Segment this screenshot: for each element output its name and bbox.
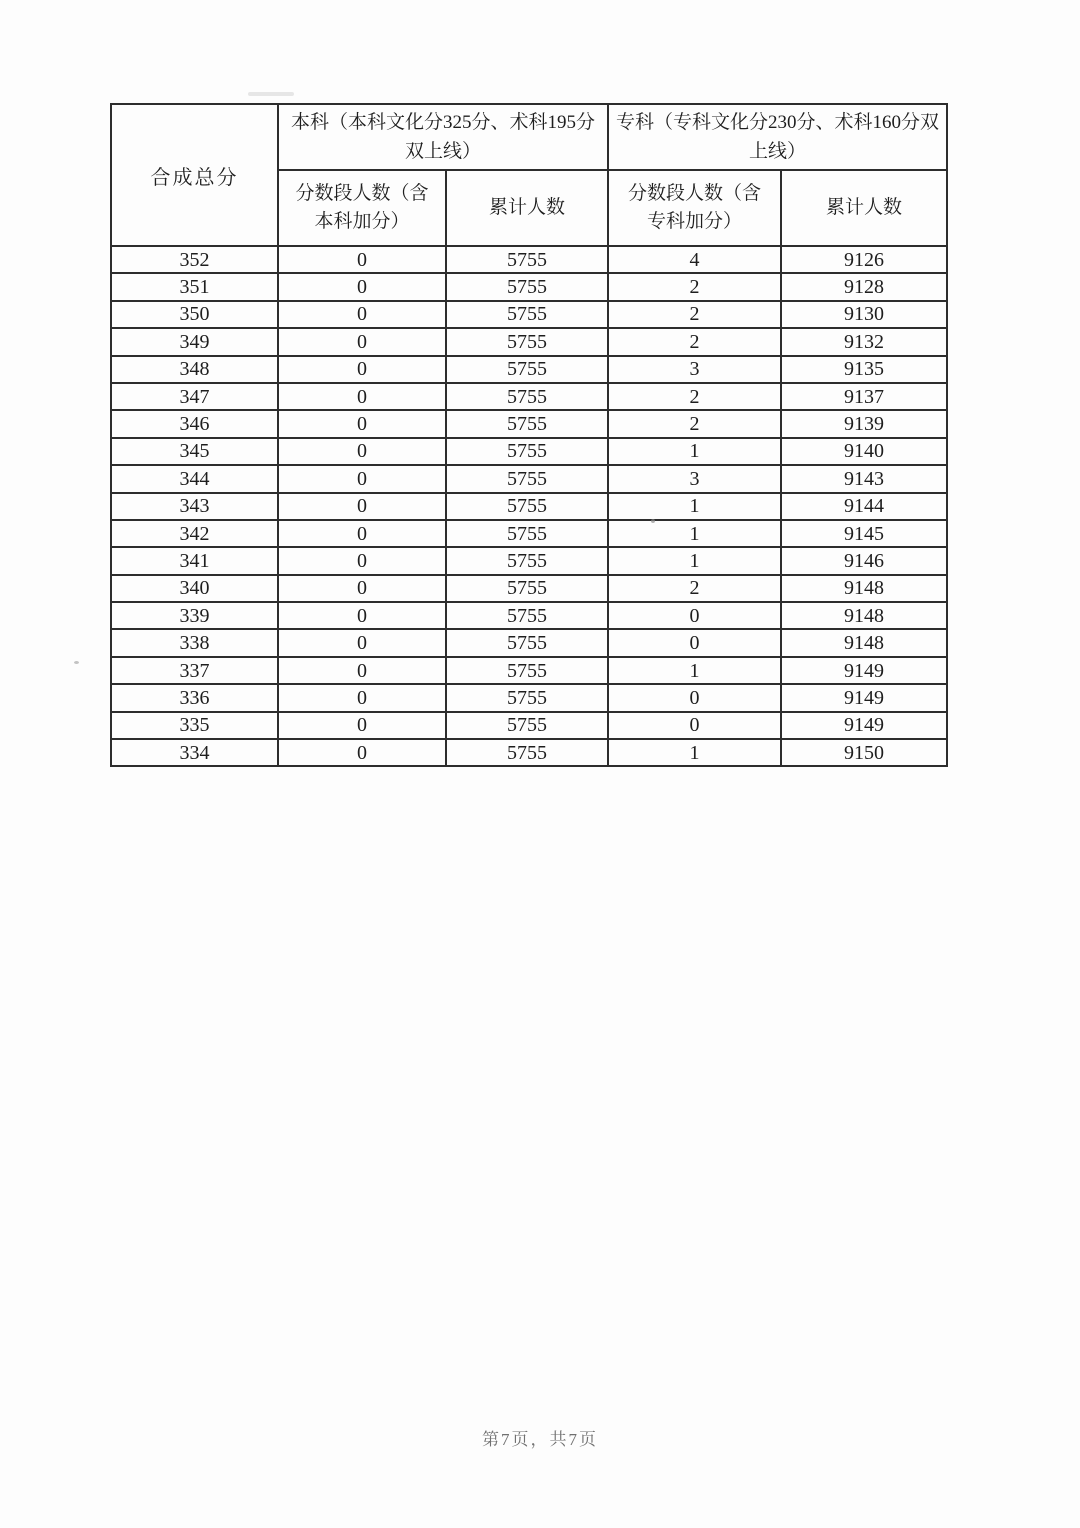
cell-benke-cumulative: 5755 — [446, 328, 608, 355]
cell-benke-segment: 0 — [278, 739, 446, 766]
cell-zhuanke-segment: 1 — [608, 739, 781, 766]
cell-benke-cumulative: 5755 — [446, 520, 608, 547]
cell-benke-segment: 0 — [278, 493, 446, 520]
cell-zhuanke-segment: 1 — [608, 657, 781, 684]
cell-benke-cumulative: 5755 — [446, 657, 608, 684]
cell-zhuanke-segment: 0 — [608, 684, 781, 711]
cell-zhuanke-segment: 2 — [608, 410, 781, 437]
cell-zhuanke-cumulative: 9126 — [781, 246, 947, 273]
cell-composite-score: 340 — [111, 575, 278, 602]
cell-composite-score: 352 — [111, 246, 278, 273]
cell-benke-cumulative: 5755 — [446, 684, 608, 711]
cell-zhuanke-cumulative: 9149 — [781, 684, 947, 711]
cell-benke-cumulative: 5755 — [446, 547, 608, 574]
cell-benke-segment: 0 — [278, 712, 446, 739]
table-row — [111, 629, 947, 656]
cell-benke-segment: 0 — [278, 629, 446, 656]
cell-zhuanke-cumulative: 9145 — [781, 520, 947, 547]
cell-benke-cumulative: 5755 — [446, 739, 608, 766]
table-row — [111, 356, 947, 383]
cell-benke-cumulative: 5755 — [446, 712, 608, 739]
table-row — [111, 657, 947, 684]
cell-benke-segment: 0 — [278, 684, 446, 711]
table-row — [111, 383, 947, 410]
header-zhuanke-cumulative: 累计人数 — [781, 170, 947, 246]
cell-composite-score: 347 — [111, 383, 278, 410]
cell-composite-score: 336 — [111, 684, 278, 711]
cell-benke-segment: 0 — [278, 410, 446, 437]
cell-composite-score: 349 — [111, 328, 278, 355]
table-row — [111, 410, 947, 437]
cell-zhuanke-segment: 3 — [608, 465, 781, 492]
cell-composite-score: 338 — [111, 629, 278, 656]
cell-benke-segment: 0 — [278, 328, 446, 355]
cell-benke-segment: 0 — [278, 438, 446, 465]
cell-zhuanke-cumulative: 9148 — [781, 575, 947, 602]
cell-benke-segment: 0 — [278, 246, 446, 273]
cell-zhuanke-cumulative: 9148 — [781, 602, 947, 629]
header-composite-score: 合成总分 — [111, 104, 278, 246]
cell-composite-score: 350 — [111, 301, 278, 328]
cell-zhuanke-cumulative: 9144 — [781, 493, 947, 520]
cell-benke-cumulative: 5755 — [446, 246, 608, 273]
cell-benke-segment: 0 — [278, 273, 446, 300]
cell-benke-segment: 0 — [278, 356, 446, 383]
table-row — [111, 328, 947, 355]
cell-benke-segment: 0 — [278, 465, 446, 492]
cell-zhuanke-segment: 2 — [608, 273, 781, 300]
header-benke-segment: 分数段人数（含本科加分） — [278, 170, 446, 246]
table-row — [111, 493, 947, 520]
page-footer: 第7页，共7页 — [482, 1430, 598, 1449]
cell-zhuanke-segment: 0 — [608, 629, 781, 656]
cell-zhuanke-cumulative: 9140 — [781, 438, 947, 465]
cell-composite-score: 337 — [111, 657, 278, 684]
cell-composite-score: 334 — [111, 739, 278, 766]
table-row — [111, 465, 947, 492]
header-benke-cumulative: 累计人数 — [446, 170, 608, 246]
cell-composite-score: 346 — [111, 410, 278, 437]
table-row — [111, 684, 947, 711]
cell-benke-cumulative: 5755 — [446, 356, 608, 383]
table-row — [111, 602, 947, 629]
scan-speck — [74, 661, 79, 664]
cell-benke-cumulative: 5755 — [446, 629, 608, 656]
cell-zhuanke-segment: 2 — [608, 383, 781, 410]
cell-benke-segment: 0 — [278, 657, 446, 684]
cell-zhuanke-segment: 3 — [608, 356, 781, 383]
cell-zhuanke-segment: 2 — [608, 301, 781, 328]
cell-zhuanke-cumulative: 9149 — [781, 657, 947, 684]
cell-composite-score: 351 — [111, 273, 278, 300]
cell-composite-score: 341 — [111, 547, 278, 574]
cell-zhuanke-cumulative: 9135 — [781, 356, 947, 383]
cell-benke-cumulative: 5755 — [446, 493, 608, 520]
cell-zhuanke-segment: 0 — [608, 712, 781, 739]
cell-benke-segment: 0 — [278, 301, 446, 328]
cell-benke-cumulative: 5755 — [446, 383, 608, 410]
table-row — [111, 438, 947, 465]
cell-zhuanke-cumulative: 9139 — [781, 410, 947, 437]
table-row — [111, 547, 947, 574]
table-row — [111, 520, 947, 547]
cell-benke-cumulative: 5755 — [446, 301, 608, 328]
cell-zhuanke-cumulative: 9132 — [781, 328, 947, 355]
cell-benke-cumulative: 5755 — [446, 465, 608, 492]
table-row — [111, 739, 947, 766]
table-row — [111, 575, 947, 602]
cell-zhuanke-cumulative: 9128 — [781, 273, 947, 300]
cell-zhuanke-cumulative: 9146 — [781, 547, 947, 574]
cell-zhuanke-segment: 2 — [608, 575, 781, 602]
cell-benke-cumulative: 5755 — [446, 273, 608, 300]
cell-benke-segment: 0 — [278, 575, 446, 602]
cell-zhuanke-segment: 2 — [608, 328, 781, 355]
cell-zhuanke-segment: 1 — [608, 493, 781, 520]
cell-benke-cumulative: 5755 — [446, 410, 608, 437]
cell-benke-segment: 0 — [278, 520, 446, 547]
cell-zhuanke-cumulative: 9137 — [781, 383, 947, 410]
cell-zhuanke-cumulative: 9148 — [781, 629, 947, 656]
cell-zhuanke-cumulative: 9143 — [781, 465, 947, 492]
header-group-benke: 本科（本科文化分325分、术科195分双上线） — [278, 104, 608, 170]
scan-speck — [651, 519, 655, 523]
table-row — [111, 273, 947, 300]
cell-zhuanke-cumulative: 9149 — [781, 712, 947, 739]
scan-smudge — [248, 92, 294, 96]
cell-zhuanke-segment: 1 — [608, 438, 781, 465]
cell-benke-segment: 0 — [278, 383, 446, 410]
table-row — [111, 301, 947, 328]
cell-zhuanke-segment: 4 — [608, 246, 781, 273]
cell-benke-segment: 0 — [278, 547, 446, 574]
cell-composite-score: 348 — [111, 356, 278, 383]
cell-composite-score: 343 — [111, 493, 278, 520]
score-table — [110, 103, 948, 767]
cell-zhuanke-cumulative: 9150 — [781, 739, 947, 766]
header-zhuanke-segment: 分数段人数（含专科加分） — [608, 170, 781, 246]
cell-benke-cumulative: 5755 — [446, 602, 608, 629]
cell-benke-cumulative: 5755 — [446, 575, 608, 602]
cell-benke-segment: 0 — [278, 602, 446, 629]
cell-composite-score: 335 — [111, 712, 278, 739]
cell-composite-score: 344 — [111, 465, 278, 492]
table-row — [111, 712, 947, 739]
cell-zhuanke-segment: 1 — [608, 520, 781, 547]
cell-composite-score: 345 — [111, 438, 278, 465]
cell-zhuanke-cumulative: 9130 — [781, 301, 947, 328]
cell-zhuanke-segment: 0 — [608, 602, 781, 629]
table-row — [111, 246, 947, 273]
cell-composite-score: 339 — [111, 602, 278, 629]
cell-benke-cumulative: 5755 — [446, 438, 608, 465]
cell-composite-score: 342 — [111, 520, 278, 547]
header-group-zhuanke: 专科（专科文化分230分、术科160分双上线） — [608, 104, 947, 170]
cell-zhuanke-segment: 1 — [608, 547, 781, 574]
group-header-row — [111, 104, 947, 170]
